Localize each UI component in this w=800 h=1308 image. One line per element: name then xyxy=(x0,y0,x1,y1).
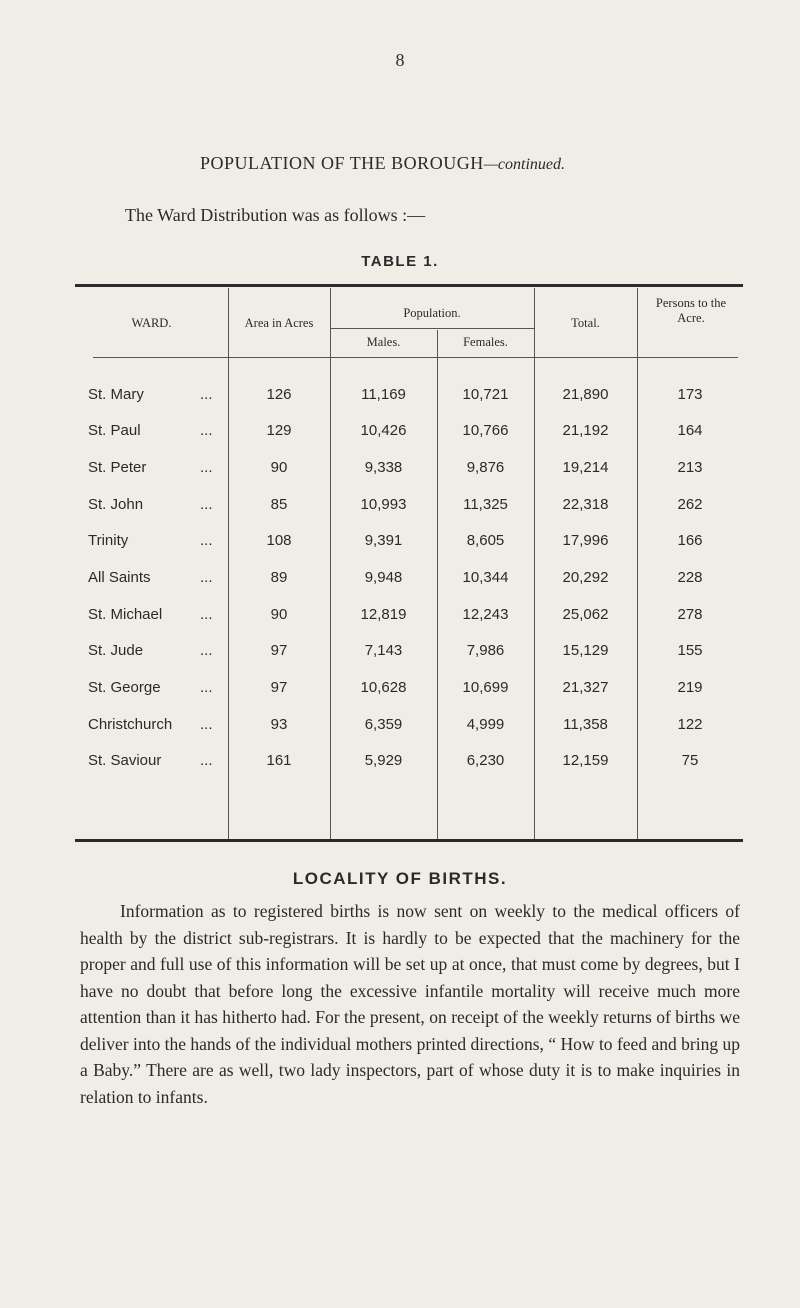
persons-cell: 155 xyxy=(677,642,703,659)
ward-name: St. Michael xyxy=(88,606,163,623)
persons-cell: 75 xyxy=(681,752,699,769)
row-leader: ... xyxy=(200,679,213,696)
row-leader: ... xyxy=(200,606,213,623)
ward-name: St. John xyxy=(88,496,144,513)
ward-name: All Saints xyxy=(88,569,151,586)
females-cell: 11,325 xyxy=(463,496,508,513)
table-top-rule xyxy=(75,284,743,287)
females-cell: 10,699 xyxy=(462,679,509,696)
area-cell: 161 xyxy=(266,752,292,769)
males-cell: 7,143 xyxy=(364,642,403,659)
total-cell: 11,358 xyxy=(563,716,608,733)
males-cell: 11,169 xyxy=(361,386,406,403)
ward-name: St. Saviour xyxy=(88,752,162,769)
males-cell: 6,359 xyxy=(364,716,403,733)
locality-of-births-heading: LOCALITY OF BIRTHS. xyxy=(292,869,508,888)
persons-cell: 213 xyxy=(677,459,703,476)
header-total: Total. xyxy=(571,316,600,330)
males-cell: 10,426 xyxy=(360,422,407,439)
ward-name: Christchurch xyxy=(88,716,173,733)
row-leader: ... xyxy=(200,496,213,513)
males-cell: 10,628 xyxy=(360,679,407,696)
ward-name: St. Paul xyxy=(88,422,141,439)
row-leader: ... xyxy=(200,752,213,769)
males-cell: 9,948 xyxy=(364,569,403,586)
section-title-main: POPULATION OF THE BOROUGH xyxy=(200,153,484,173)
total-cell: 17,996 xyxy=(562,532,609,549)
area-cell: 93 xyxy=(270,716,288,733)
females-cell: 10,721 xyxy=(462,386,509,403)
row-leader: ... xyxy=(200,422,213,439)
row-leader: ... xyxy=(200,569,213,586)
area-cell: 89 xyxy=(270,569,288,586)
total-cell: 21,890 xyxy=(562,386,609,403)
area-cell: 85 xyxy=(270,496,288,513)
area-cell: 108 xyxy=(266,532,292,549)
males-cell: 12,819 xyxy=(360,606,407,623)
section-title xyxy=(200,153,565,174)
ward-name: St. Jude xyxy=(88,642,144,659)
header-area: Area in Acres xyxy=(244,316,314,330)
total-cell: 25,062 xyxy=(562,606,609,623)
row-leader: ... xyxy=(200,386,213,403)
section-title-suffix: —continued. xyxy=(483,156,566,173)
persons-cell: 164 xyxy=(677,422,703,439)
total-cell: 15,129 xyxy=(562,642,609,659)
ward-name: St. George xyxy=(88,679,161,696)
ward-name: St. Mary xyxy=(88,386,144,403)
total-cell: 12,159 xyxy=(562,752,609,769)
area-cell: 90 xyxy=(270,606,288,623)
body-paragraph: Information as to registered births is now sent on weekly to the medical officers of health by the district sub-registrars. It is hardly to be expected that the machinery for the proper and full use of this information will be set up at once, that must come by degrees, but I have no doubt that before long the excessive infantile mortality will receive much more attention than it has hitherto had. For the present, on receipt of the weekly returns of births we deliver into the hands of the individual mothers printed directions, “ How to feed and bring up a Baby.” There are as well, two lady inspectors, part of whose duty it is to make inquiries in relation to infants. xyxy=(80,901,740,1107)
females-cell: 10,766 xyxy=(462,422,509,439)
ward-name: Trinity xyxy=(88,532,129,549)
area-cell: 126 xyxy=(266,386,292,403)
males-cell: 9,338 xyxy=(364,459,403,476)
females-cell: 12,243 xyxy=(462,606,509,623)
persons-cell: 262 xyxy=(677,496,703,513)
females-cell: 6,230 xyxy=(466,752,505,769)
females-cell: 9,876 xyxy=(466,459,505,476)
header-males: Males. xyxy=(366,335,401,349)
ward-name: St. Peter xyxy=(88,459,147,476)
females-cell: 7,986 xyxy=(466,642,505,659)
persons-cell: 219 xyxy=(677,679,703,696)
total-cell: 21,327 xyxy=(562,679,609,696)
persons-cell: 228 xyxy=(677,569,703,586)
females-cell: 10,344 xyxy=(462,569,509,586)
persons-cell: 166 xyxy=(677,532,703,549)
header-females: Females. xyxy=(463,335,508,349)
header-ward: WARD. xyxy=(131,316,172,330)
intro-text: The Ward Distribution was as follows :— xyxy=(125,205,426,225)
table-bottom-rule xyxy=(75,839,743,842)
table-label: TABLE 1. xyxy=(361,253,439,270)
males-cell: 9,391 xyxy=(364,532,403,549)
females-cell: 4,999 xyxy=(466,716,505,733)
total-cell: 19,214 xyxy=(562,459,609,476)
row-leader: ... xyxy=(200,532,213,549)
area-cell: 97 xyxy=(270,679,288,696)
area-cell: 97 xyxy=(270,642,288,659)
persons-cell: 122 xyxy=(677,716,703,733)
header-persons-per-acre: Persons to the Acre. xyxy=(655,296,727,325)
total-cell: 20,292 xyxy=(562,569,609,586)
row-leader: ... xyxy=(200,642,213,659)
males-cell: 5,929 xyxy=(364,752,403,769)
females-cell: 8,605 xyxy=(466,532,505,549)
males-cell: 10,993 xyxy=(360,496,407,513)
row-leader: ... xyxy=(200,459,213,476)
header-population: Population. xyxy=(403,306,461,320)
area-cell: 129 xyxy=(266,422,292,439)
persons-cell: 278 xyxy=(677,606,703,623)
population-rule xyxy=(330,328,534,329)
page-number: 8 xyxy=(395,50,405,70)
area-cell: 90 xyxy=(270,459,288,476)
total-cell: 21,192 xyxy=(562,422,609,439)
persons-cell: 173 xyxy=(677,386,703,403)
row-leader: ... xyxy=(200,716,213,733)
header-bottom-rule xyxy=(93,357,738,358)
total-cell: 22,318 xyxy=(562,496,609,513)
